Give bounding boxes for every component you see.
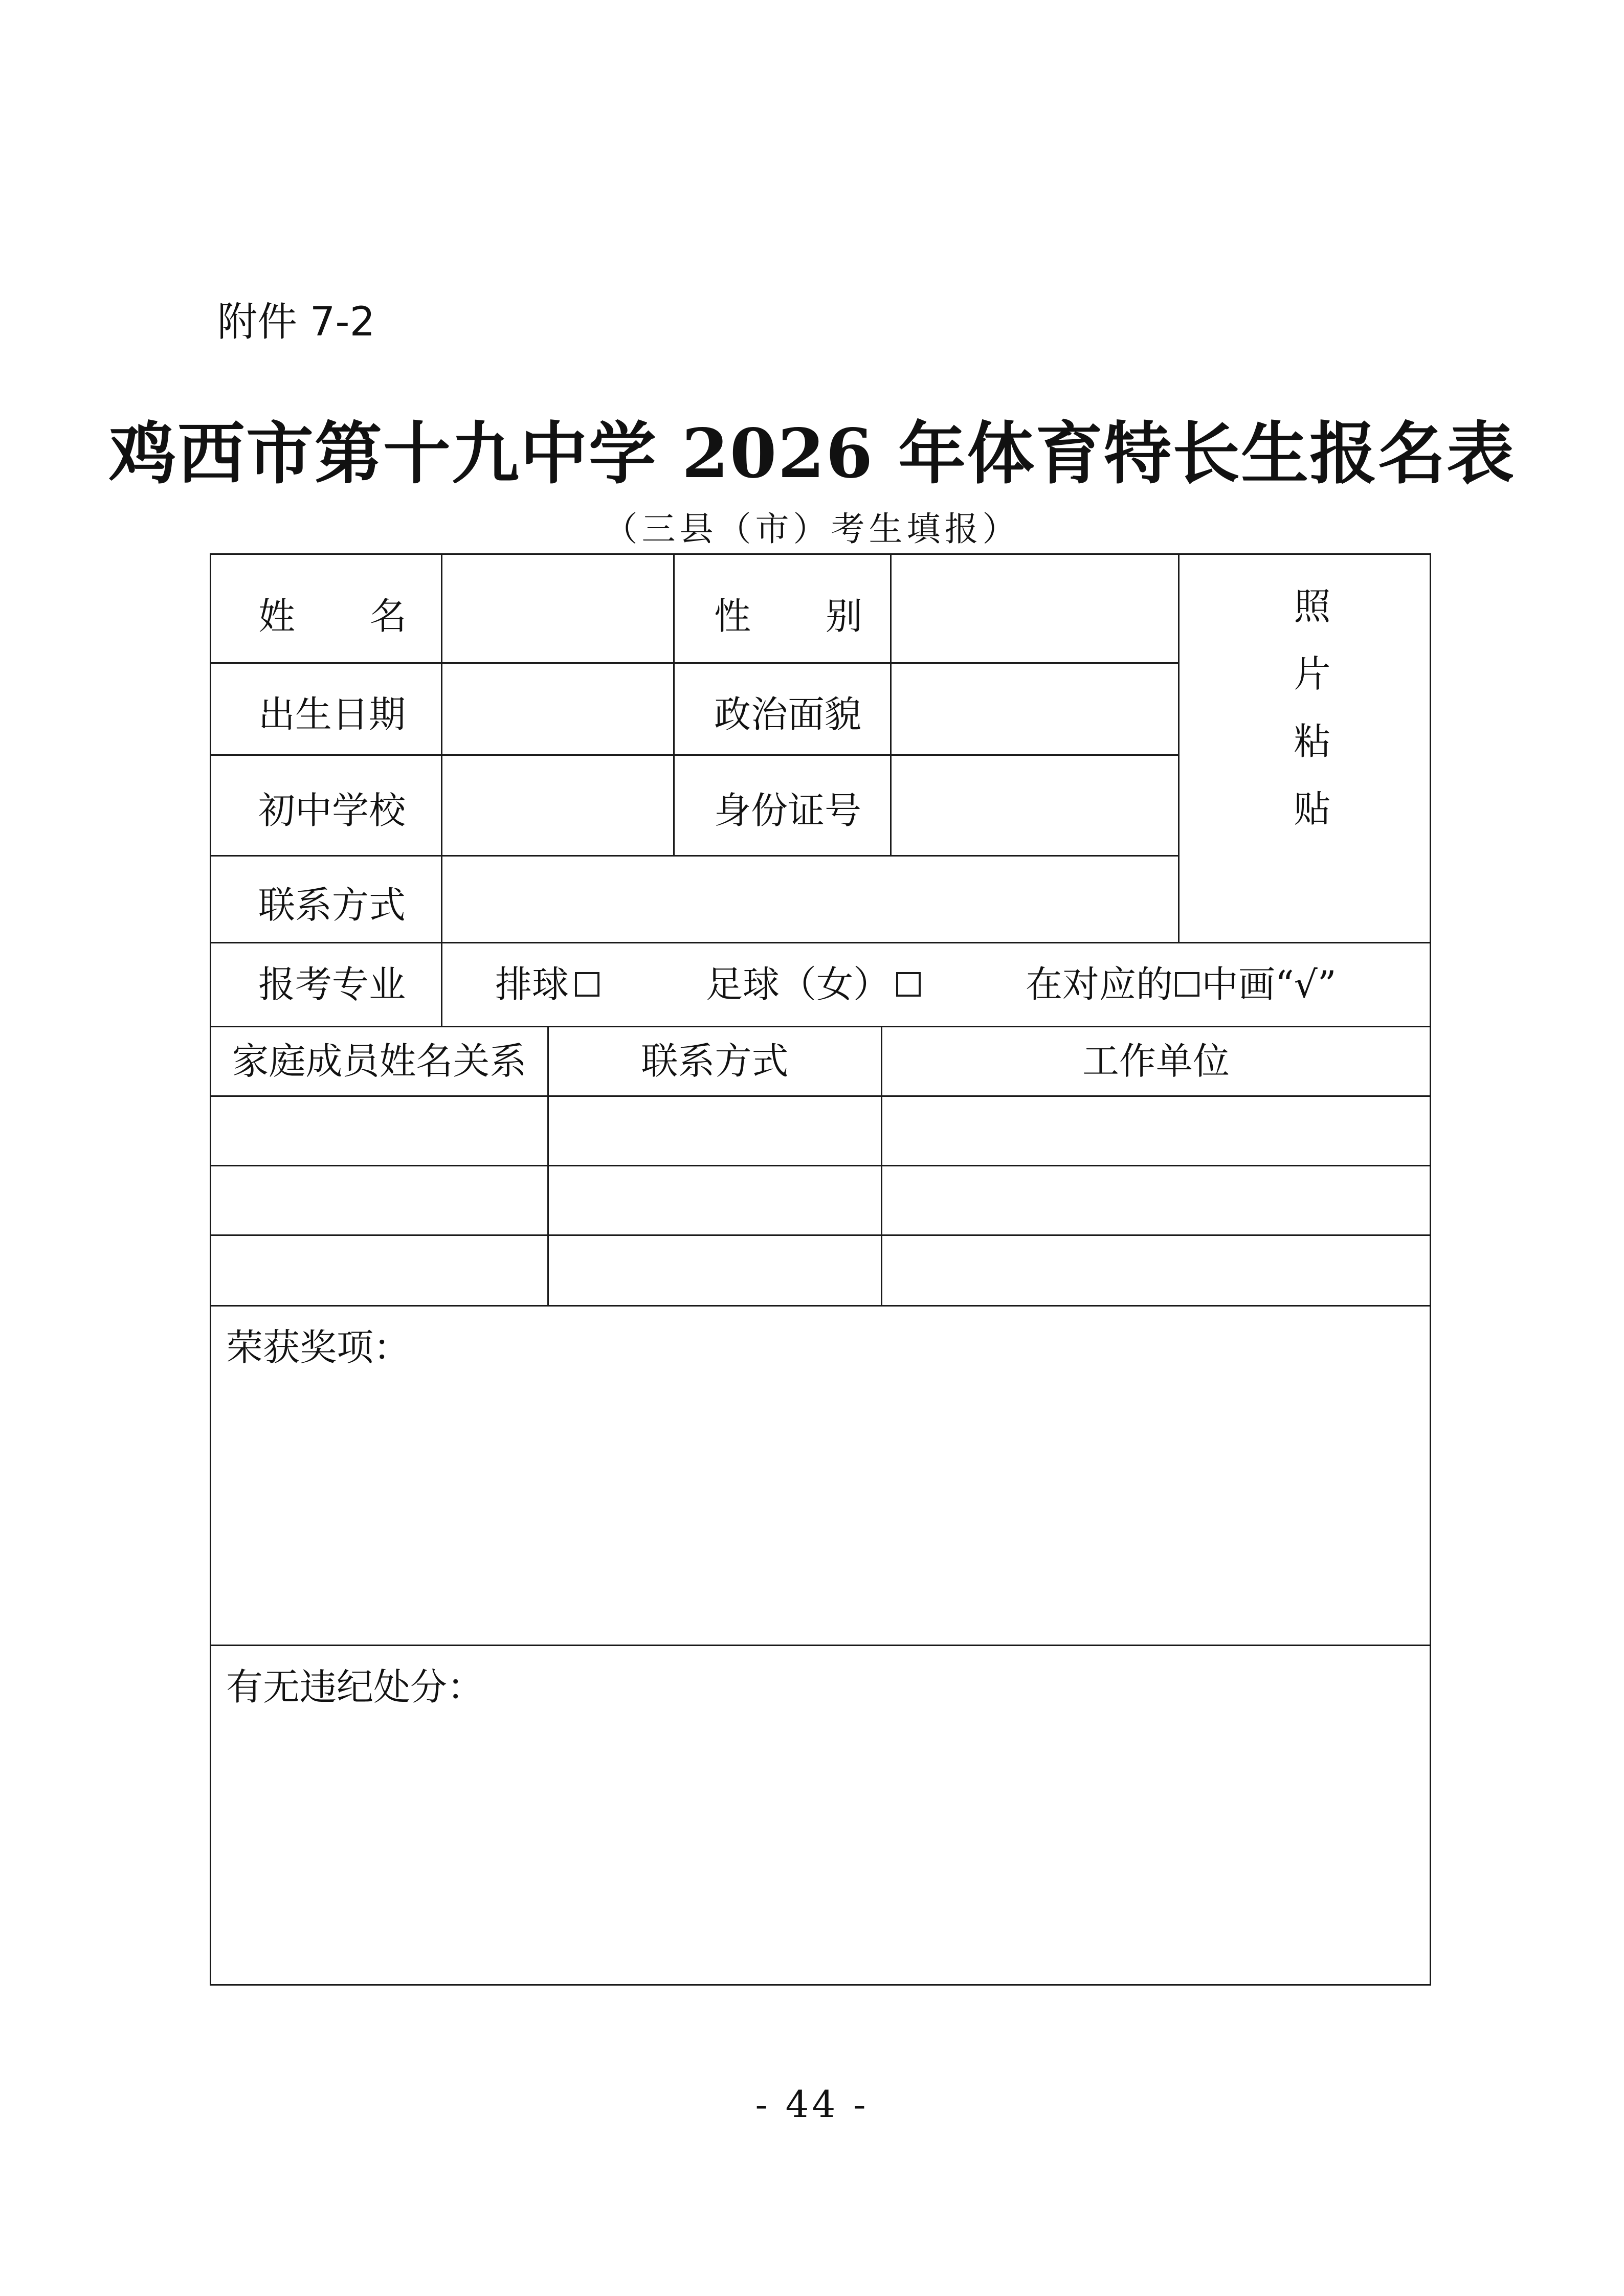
- discipline-label: 有无违纪处分：: [226, 1665, 484, 1708]
- family-header-name-relation: 家庭成员姓名关系: [232, 1040, 527, 1083]
- photo-label-char: 贴: [1294, 787, 1331, 830]
- family-header-contact: 联系方式: [641, 1040, 789, 1083]
- instruction-text: [1026, 961, 1337, 1007]
- option-football[interactable]: [706, 961, 921, 1007]
- table-rule: [210, 662, 1178, 664]
- table-rule: [210, 1234, 1431, 1236]
- table-rule: [210, 1095, 1431, 1097]
- contact-label: 联系方式: [258, 884, 406, 927]
- name-label: [258, 593, 407, 639]
- table-rule: [210, 1305, 1431, 1307]
- instruction-prefix: 在对应的: [1026, 963, 1173, 1006]
- table-rule: [210, 1165, 1431, 1166]
- photo-area[interactable]: [1186, 573, 1439, 843]
- checkbox-symbol: [1175, 972, 1199, 997]
- id-number-label: 身份证号: [714, 789, 862, 832]
- football-checkbox[interactable]: [896, 972, 921, 997]
- gender-label-char: 别: [825, 595, 862, 638]
- form-subtitle: （三县（市）考生填报）: [604, 509, 1020, 549]
- form-title: 鸡西市第十九中学 2026 年体育特长生报名表: [108, 414, 1516, 493]
- awards-field[interactable]: [226, 1381, 1413, 1626]
- photo-label-char: 粘: [1294, 720, 1331, 763]
- junior-school-label: 初中学校: [258, 789, 406, 832]
- table-rule: [673, 553, 675, 857]
- option-football-label: 足球（女）: [706, 963, 891, 1006]
- table-border-top: [210, 553, 1431, 555]
- table-border-bottom: [210, 1984, 1431, 1986]
- name-label-char: 名: [369, 595, 407, 638]
- table-rule: [210, 942, 1431, 943]
- photo-label-char: 照: [1294, 585, 1331, 628]
- option-volleyball[interactable]: [495, 961, 599, 1007]
- table-rule: [210, 1645, 1431, 1646]
- birth-date-label: 出生日期: [258, 693, 406, 736]
- table-rule: [1178, 553, 1180, 943]
- table-rule: [210, 1026, 1431, 1027]
- table-rule: [210, 754, 1178, 756]
- family-header-work-unit: 工作单位: [1082, 1040, 1230, 1083]
- political-status-label: 政治面貌: [714, 693, 862, 736]
- table-rule: [210, 855, 1178, 857]
- gender-label-char: 性: [714, 595, 751, 638]
- discipline-field[interactable]: [226, 1720, 1413, 1966]
- table-rule: [890, 553, 892, 857]
- table-border-left: [210, 553, 211, 1986]
- photo-label-char: 片: [1294, 652, 1331, 695]
- table-rule: [441, 553, 442, 1026]
- awards-label: 荣获奖项：: [226, 1326, 411, 1369]
- major-label: 报考专业: [258, 963, 406, 1006]
- instruction-suffix: 中画“√”: [1202, 963, 1337, 1006]
- attachment-label: 附件 7-2: [217, 299, 375, 345]
- gender-label: [714, 593, 862, 639]
- option-volleyball-label: 排球: [495, 963, 569, 1006]
- name-label-char: 姓: [258, 595, 296, 638]
- page-number: - 44 -: [755, 2083, 869, 2126]
- volleyball-checkbox[interactable]: [575, 972, 599, 997]
